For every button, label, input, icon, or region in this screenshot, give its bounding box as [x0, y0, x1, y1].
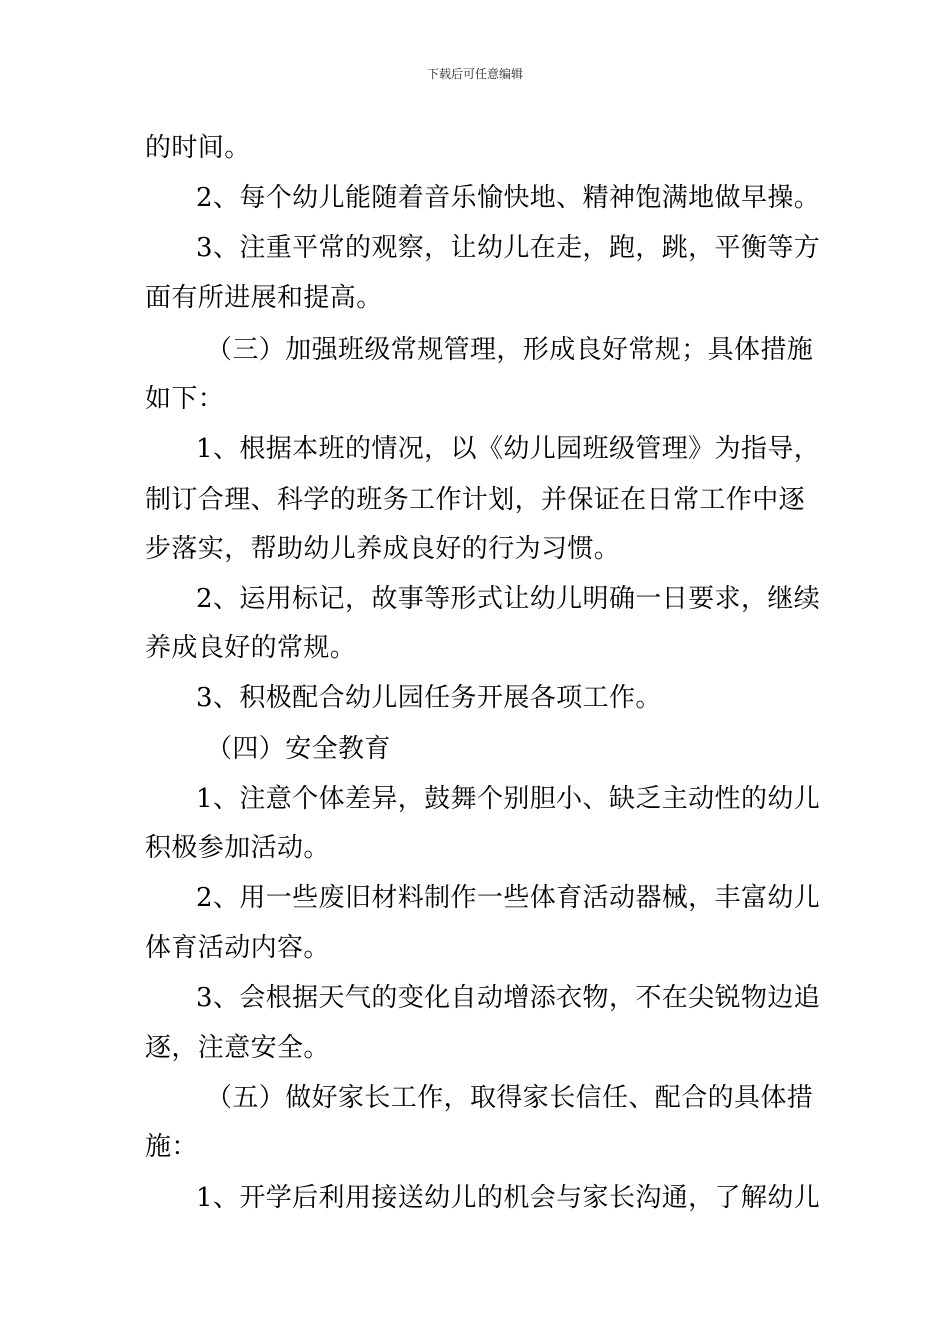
text-line: 面有所进展和提高。	[145, 283, 383, 313]
page-header: 下载后可任意编辑	[426, 67, 523, 81]
text-line: 制订合理、科学的班务工作计划，并保证在日常工作中逐	[145, 485, 806, 515]
text-line: 2、每个幼儿能随着音乐愉快地、精神饱满地做早操。	[196, 183, 821, 213]
text-line: 1、注意个体差异，鼓舞个别胆小、缺乏主动性的幼儿	[196, 784, 821, 814]
text-line: 1、根据本班的情况，以《幼儿园班级管理》为指导，	[196, 434, 821, 464]
text-line: 3、会根据天气的变化自动增添衣物，不在尖锐物边追	[196, 983, 821, 1013]
text-line: 3、注重平常的观察，让幼儿在走，跑，跳，平衡等方	[196, 233, 821, 263]
section-heading-line: （四）安全教育	[206, 734, 391, 764]
text-line: 2、用一些废旧材料制作一些体育活动器械，丰富幼儿	[196, 883, 821, 913]
text-line: 的时间。	[145, 133, 251, 163]
text-line: 如下：	[145, 384, 225, 414]
text-line: 步落实，帮助幼儿养成良好的行为习惯。	[145, 534, 621, 564]
text-line: 逐，注意安全。	[145, 1033, 330, 1063]
text-line: 2、运用标记，故事等形式让幼儿明确一日要求，继续	[196, 584, 821, 614]
section-heading-line: （三）加强班级常规管理，形成良好常规；具体措施	[206, 335, 814, 365]
text-line: 3、积极配合幼儿园任务开展各项工作。	[196, 683, 662, 713]
section-heading-line: （五）做好家长工作，取得家长信任、配合的具体措	[206, 1083, 814, 1113]
text-line: 施：	[145, 1132, 198, 1162]
text-line: 体育活动内容。	[145, 933, 330, 963]
text-line: 积极参加活动。	[145, 833, 330, 863]
text-line: 养成良好的常规。	[145, 633, 357, 663]
text-line: 1、开学后利用接送幼儿的机会与家长沟通，了解幼儿	[196, 1183, 821, 1213]
